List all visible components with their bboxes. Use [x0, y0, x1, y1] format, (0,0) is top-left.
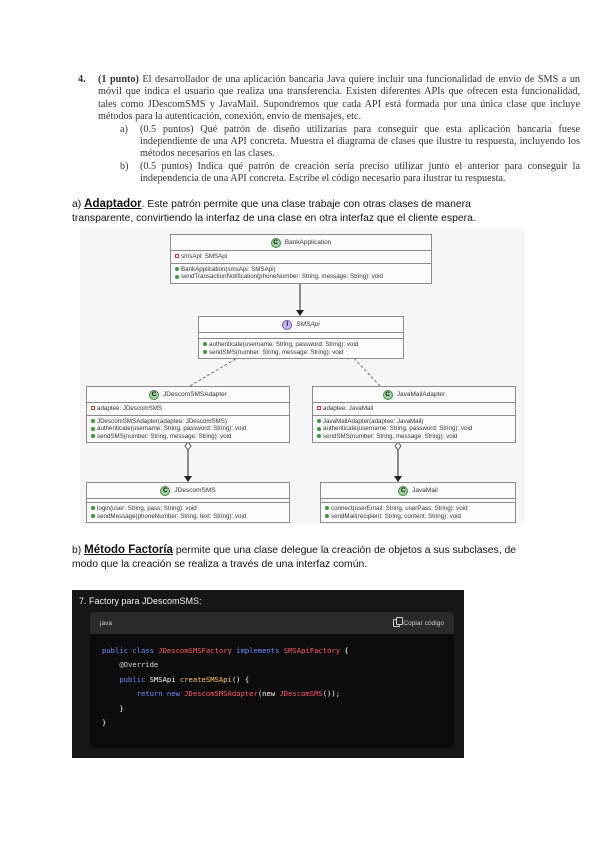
code-annotation: @Override: [119, 660, 159, 670]
answer-b-title: Método Factoría: [84, 544, 173, 556]
code-block: [90, 612, 454, 748]
answer-a-title: Adaptador: [84, 198, 142, 210]
public-method-icon: [317, 434, 321, 438]
part-a-text: (0.5 puntos) Qué patrón de diseño utilizarías para conseguir que esta aplicación bancaria fuese independiente de una API concreta. Muestra el diagrama de clases que ilustre tu respuesta, incluyendo los métodos necesarios en las clases.: [140, 123, 580, 160]
private-field-icon: [91, 406, 95, 410]
part-b-text: (0.5 puntos) Indica qué patrón de creación sería preciso utilizar junto el anterior para conseguir la independencia de una API concreta. Escribe el código necesario para ilustrar tu respuesta.: [140, 160, 580, 185]
public-method-icon: [91, 419, 95, 423]
public-method-icon: [317, 419, 321, 423]
interface-badge-icon: I: [282, 320, 292, 330]
code-keyword: implements: [231, 646, 284, 655]
interface-method: sendSMS(number: String, message: String): void: [209, 348, 344, 356]
code-punctuation: (new: [257, 689, 280, 699]
copy-code-label: Copiar código: [403, 619, 444, 627]
question-header: [78, 74, 580, 124]
uml-class-javamail-adapter: [312, 386, 516, 443]
class-name: JDescomSMS: [174, 486, 216, 494]
public-method-icon: [203, 350, 207, 354]
class-badge-icon: C: [398, 486, 408, 496]
code-punctuation: ());: [322, 689, 341, 699]
public-method-icon: [317, 427, 321, 431]
class-badge-icon: C: [383, 390, 393, 400]
code-keyword: return new: [136, 689, 185, 699]
copy-code-button[interactable]: [393, 619, 444, 627]
class-method: connect(userEmail: String, userPass: String): void: [331, 505, 468, 512]
code-punctuation: {: [340, 646, 349, 655]
part-b-label: b): [120, 160, 129, 172]
class-badge-icon: C: [160, 486, 170, 496]
class-method: sendMessage(phoneNumber: String, text: String): void: [97, 512, 247, 520]
code-keyword: public class: [102, 646, 159, 655]
code-punctuation: }: [102, 718, 107, 728]
answer-a-text: . Este patrón permite que una clase trabaje con otras clases de manera transparente, convirtiendo la interfaz de una clase en otra interfaz que el cliente espera.: [72, 199, 476, 224]
answer-b-prefix: b): [72, 545, 85, 556]
uml-class-jdescom-sms: [86, 482, 290, 523]
code-content: [90, 634, 454, 740]
class-method: JavaMailAdapter(adaptee: JavaMail): [323, 417, 424, 425]
code-screenshot: [72, 590, 464, 758]
private-field-icon: [317, 406, 321, 410]
code-card-title: 7. Factory para JDescomSMS:: [79, 596, 202, 606]
exam-question: [78, 74, 580, 186]
class-method: sendSMS(number: String, message: String): void: [323, 432, 458, 440]
class-method: sendTransactionNotification(phoneNumber: String, message: String): void: [181, 273, 383, 281]
class-method: BankApplication(smsApi: SMSApi): [181, 265, 276, 273]
question-part-b: [120, 161, 580, 186]
public-method-icon: [175, 275, 179, 279]
class-field: smsApi: SMSApi: [181, 253, 228, 260]
code-keyword: public: [119, 674, 150, 684]
code-block-header: [90, 612, 454, 634]
class-badge-icon: C: [271, 238, 281, 248]
public-method-icon: [91, 427, 95, 431]
copy-icon: [393, 619, 400, 627]
class-name: JavaMailAdapter: [396, 390, 446, 398]
interface-name: SMSApi: [296, 320, 320, 328]
answer-a-prefix: a): [72, 199, 85, 210]
class-field: adaptee: JDescomSMS: [97, 405, 162, 412]
class-method: sendMail(recipient: String, content: String): void: [331, 512, 461, 520]
answer-b-text: permite que una clase delegue la creación de objetos a sus subclases, de modo que la creación se realiza a través de una interfaz común.: [72, 545, 517, 570]
public-method-icon: [91, 506, 95, 510]
interface-method: authenticate(username: String, password: String): void: [209, 341, 359, 348]
class-method: login(user: String, pass: String): void: [97, 505, 197, 512]
class-badge-icon: C: [149, 390, 159, 400]
public-method-icon: [91, 434, 95, 438]
class-name: JavaMail: [412, 486, 438, 494]
class-field: adaptee: JavaMail: [323, 405, 374, 412]
private-field-icon: [175, 254, 179, 258]
public-method-icon: [91, 514, 95, 518]
uml-interface-sms-api: [198, 316, 404, 359]
uml-class-javamail: [320, 482, 516, 523]
class-name: JDescomSMSAdapter: [163, 390, 227, 398]
public-method-icon: [175, 267, 179, 271]
part-a-label: a): [120, 123, 128, 135]
public-method-icon: [325, 514, 329, 518]
class-method: sendSMS(number: String, message: String): void: [97, 432, 232, 440]
code-type: SMSApi: [149, 674, 180, 684]
code-language-label: java: [100, 619, 113, 627]
class-method: authenticate(username: String, password: String): void: [323, 425, 473, 433]
public-method-icon: [203, 342, 207, 346]
code-punctuation: () {: [231, 674, 250, 684]
code-punctuation: }: [119, 703, 124, 713]
code-class-name: JDescomSMSFactory: [158, 646, 232, 655]
answer-a: [72, 198, 532, 225]
question-statement: El desarrollador de una aplicación bancaria Java quiere incluir una funcionalidad de envío de SMS a un móvil que indica el usuario que realiza una transferencia. Existen diferentes APIs que ofrecen esta funcionalidad, tales como JDescomSMS y JavaMail. Supondremos que cada API está formada por una única clase que incluye métodos para la autenticación, conexión, envío de mensajes, etc.: [98, 74, 581, 123]
question-points: (1 punto): [98, 74, 139, 85]
question-part-a: [120, 124, 580, 161]
class-method: JDescomSMSAdapter(adaptee: JDescomSMS): [97, 417, 227, 425]
class-method: authenticate(username: String, password: String): void: [97, 425, 247, 433]
answer-b: [72, 544, 532, 571]
code-class-name: SMSApiFactory: [283, 646, 341, 655]
code-function-name: createSMSApi: [179, 674, 232, 684]
question-number: 4.: [78, 74, 86, 85]
uml-class-diagram: [80, 228, 525, 524]
uml-class-bank-application: [170, 234, 432, 284]
public-method-icon: [325, 506, 329, 510]
class-name: BankApplication: [284, 238, 332, 246]
code-class-name: JDescomSMSAdapter: [184, 689, 258, 699]
code-class-name: JDescomSMS: [279, 689, 323, 699]
uml-class-jdescom-adapter: [86, 386, 290, 443]
